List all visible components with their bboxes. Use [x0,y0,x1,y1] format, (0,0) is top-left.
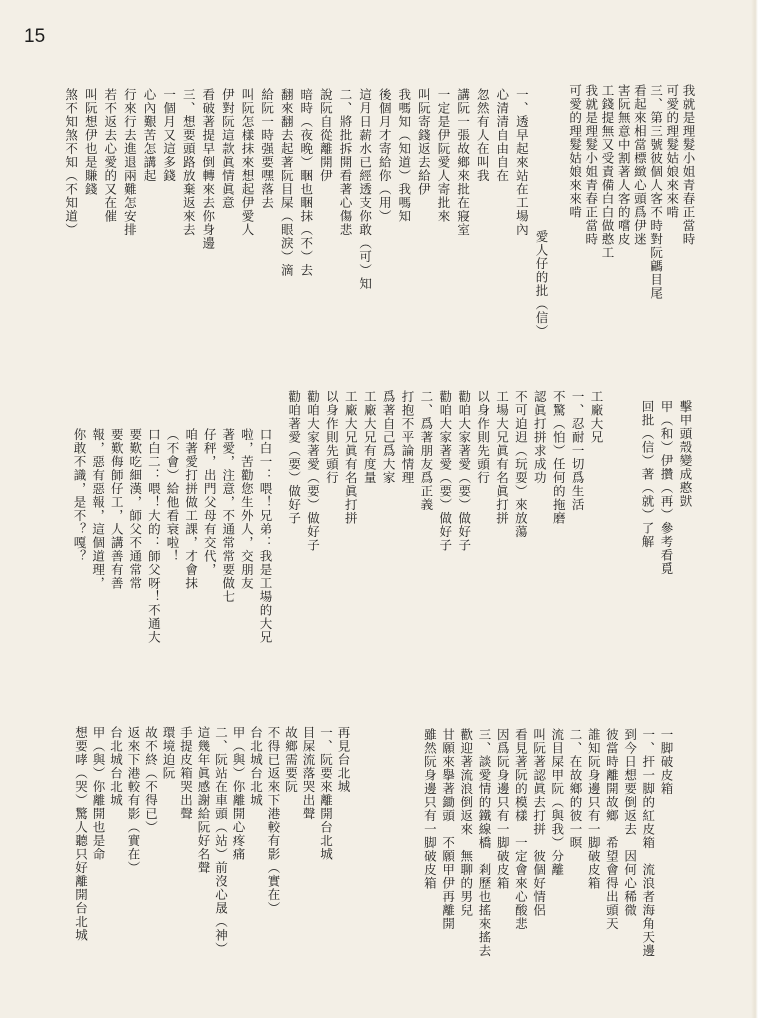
top-middle-line: 講阮一張故鄉來批在寢室 [455,88,471,237]
middle-right-line: 打抱不平論情理 [400,390,415,485]
bottom-left-line: 甲（與）你離開也是命 [91,726,106,861]
top-right-2-line: 回批（信）著（就）了解 [640,400,655,549]
bottom-left-line: 二、阮站在車頭（站）前沒心晟（神） [213,726,229,956]
top-middle-line: 行來行去進退兩難怎安排 [122,88,138,237]
top-middle-line: 三、想要頭路放棄返來去 [181,88,197,237]
bottom-left-line: 這幾年眞感謝給阮好名聲 [196,726,211,875]
bottom-right-line: 歡迎著流浪倒返來 無聊的男兒 [458,728,474,917]
middle-dialog-line: 著愛，注意，不通常常要做七 [220,428,236,604]
bottom-right-line: 到今日想要倒返去 因何心稀微 [622,728,638,917]
middle-right-line: 工廠大兄 [589,390,604,444]
top-middle-line: 說阮自從離開伊 [318,88,334,183]
top-middle-line: 二、將批拆開看著心傷悲 [338,88,353,237]
middle-dialog-line: 口白一：喂！兄弟：我是工場的大兄 [258,428,273,644]
middle-dialog-line: （不會）給他看衰啦！ [165,428,180,563]
bottom-left-line: 返來下港較有影（實在） [126,726,141,875]
top-middle-line: 愛人仔的批（信） [534,230,549,338]
top-middle-line: 心內艱苦怎講起 [142,88,157,183]
bottom-left-line: 故鄉需要阮 [283,726,299,794]
bottom-right-line: 雖然阮身邊只有一脚破皮箱 [422,728,438,890]
bottom-left-line: 台北城台北城 [248,726,264,807]
top-middle-line: 伊對阮這款眞情眞意 [220,88,236,210]
page-number: 15 [24,26,46,47]
middle-dialog-line: 啦，苦勸您生外人，交朋友 [239,428,255,590]
top-middle-line: 叫阮想伊也是賺錢 [83,88,99,196]
bottom-left-line: 甲（與）你離開心疼痛 [231,726,246,861]
middle-right-line: 一、忍耐一切爲生活 [570,390,586,512]
bottom-right-line: 看見著阮的模樣 一定會來心酸悲 [513,728,529,931]
middle-right-line: 勸咱大家著愛（要）做好子 [305,390,321,552]
top-middle-line: 若不返去心愛的又在催 [102,88,118,223]
top-middle-line: 暗時（夜晚）睏也睏抹（不）去 [298,88,314,277]
bottom-left-line: 不得已返來下港較有影（實在） [266,726,281,915]
top-right-2-line: 甲（和）伊攢（再）參考看覓 [659,400,674,576]
bottom-right-line: 因爲阮身邊只有一脚破皮箱 [495,728,511,890]
top-middle-line: 我嗎知（知道）我嗎知 [396,88,412,223]
top-right-1-line: 害阮無意中割著人客的嚐皮 [616,84,632,246]
bottom-right-line: 一、扞一脚的紅皮箱 流浪者海角天邊 [640,728,656,958]
top-right-1-line: 看起來相當標緻心頭爲伊迷 [632,84,648,246]
middle-right-line: 不驚（怕）任何的拖磨 [551,390,567,525]
top-middle-line: 忽然有人在叫我 [475,88,491,183]
bottom-left-line: 手提皮箱哭出聲 [178,726,194,821]
middle-dialog-line: 你敢不識，是不？嘎？ [72,428,87,563]
bottom-left-line: 故不終（不得已） [143,726,159,834]
middle-right-line: 二、爲著朋友爲正義 [418,390,434,512]
bottom-left-line: 台北城台北城 [108,726,124,807]
middle-right-line: 勸咱大家著愛（要）做好子 [456,390,472,552]
middle-right-line: 不可迫迌（玩耍）來放蕩 [513,390,529,539]
bottom-right-line: 叫阮著認眞去打拼 彼個好情侶 [531,728,547,917]
middle-dialog-line: 報，惡有惡報，這個道理， [90,428,106,590]
top-middle-line: 叫阮寄錢返去給伊 [416,88,432,196]
bottom-right-line: 流目屎甲阮（與我）分離 [549,728,565,877]
top-right-1-line: 工錢提無又受責備白白做憨工 [600,84,615,260]
middle-right-line: 工場大兄眞有名眞打拼 [494,390,510,525]
bottom-right-line: 二、在故鄉的彼一暝 [568,728,583,850]
middle-right-line: 認眞打拼求成功 [532,390,548,485]
top-middle-line: 翻來翻去起著阮目屎（眼淚）滴 [279,88,295,277]
bottom-left-line: 再見台北城 [336,726,351,794]
bottom-left-line: 環境迫阮 [161,726,176,780]
middle-right-line: 勸咱大家著愛（要）做好子 [437,390,453,552]
bottom-right-line: 彼當時離開故鄉 希望會得出頭天 [604,728,620,931]
bottom-right-line: 一脚破皮箱 [659,728,674,796]
top-right-1-line: 我就是理髮小姐青春正當時 [681,84,696,246]
middle-right-line: 勸咱著愛（要）做好子 [286,390,302,525]
middle-dialog-line: 咱著愛打拼做工課，才會抹 [183,428,199,590]
top-middle-line: 叫阮怎樣抹來想起伊愛人 [240,88,255,237]
top-middle-line: 一、透早起來站在工場內 [514,88,530,237]
middle-right-line: 以身作則先頭行 [324,390,340,485]
top-middle-line: 一個月又這多錢 [161,88,177,183]
top-middle-line: 給阮一時强要嘿落去 [259,88,275,210]
middle-dialog-line: 仔秤，出門父母有交代， [202,428,218,577]
top-middle-line: 一定是伊阮愛人寄批來 [436,88,451,223]
middle-dialog-line: 要歎侮師仔工，人講善有善 [109,428,125,590]
top-middle-line: 看破著提早倒轉來去你身邊 [200,88,216,250]
bottom-right-line: 誰知阮身邊只有一脚破皮箱 [586,728,602,890]
top-right-2-line: 擊甲頭殼變成憨獃 [678,400,693,508]
middle-dialog-line: 要歎吃細漢，師父不通常常 [127,428,143,590]
top-right-1-line: 可愛的理髮姑娘來來啃 [664,84,680,219]
torn-edge [751,0,758,1018]
middle-dialog-line: 口白二：喂！大的：師父呀！不通大 [146,428,162,644]
bottom-left-line: 一、阮要來離開台北城 [318,726,334,861]
middle-right-line: 工廠大兄有度量 [362,390,378,485]
top-right-1-line: 三、第三號彼個人客不時對阮騗目尾 [648,84,664,300]
top-right-1-line: 可愛的理髮姑娘來來啃 [567,84,583,219]
top-right-1-line: 我就是理髮小姐青春正當時 [583,84,599,246]
middle-right-line: 工廠大兄眞有名眞打拼 [343,390,359,525]
bottom-right-line: 甘願來擧著鋤頭 不願甲伊再離開 [440,728,456,931]
middle-right-line: 爲著自己爲大家 [381,390,397,485]
bottom-right-line: 三、談愛情的鐵線橋 剎歷也搖來搖去 [477,728,492,958]
top-middle-line: 後個月才寄給你（用） [377,88,393,223]
bottom-left-line: 目屎流落哭出聲 [301,726,316,821]
top-middle-line: 這月日薪水已經透支你敢（可）知 [357,88,373,291]
top-middle-line: 心清清自由自在 [494,88,510,183]
middle-right-line: 以身作則先頭行 [475,390,491,485]
bottom-left-line: 想要哮（哭）驚人聽只好離開台北城 [73,726,89,942]
top-middle-line: 煞不知煞不知（不知道） [63,88,79,237]
